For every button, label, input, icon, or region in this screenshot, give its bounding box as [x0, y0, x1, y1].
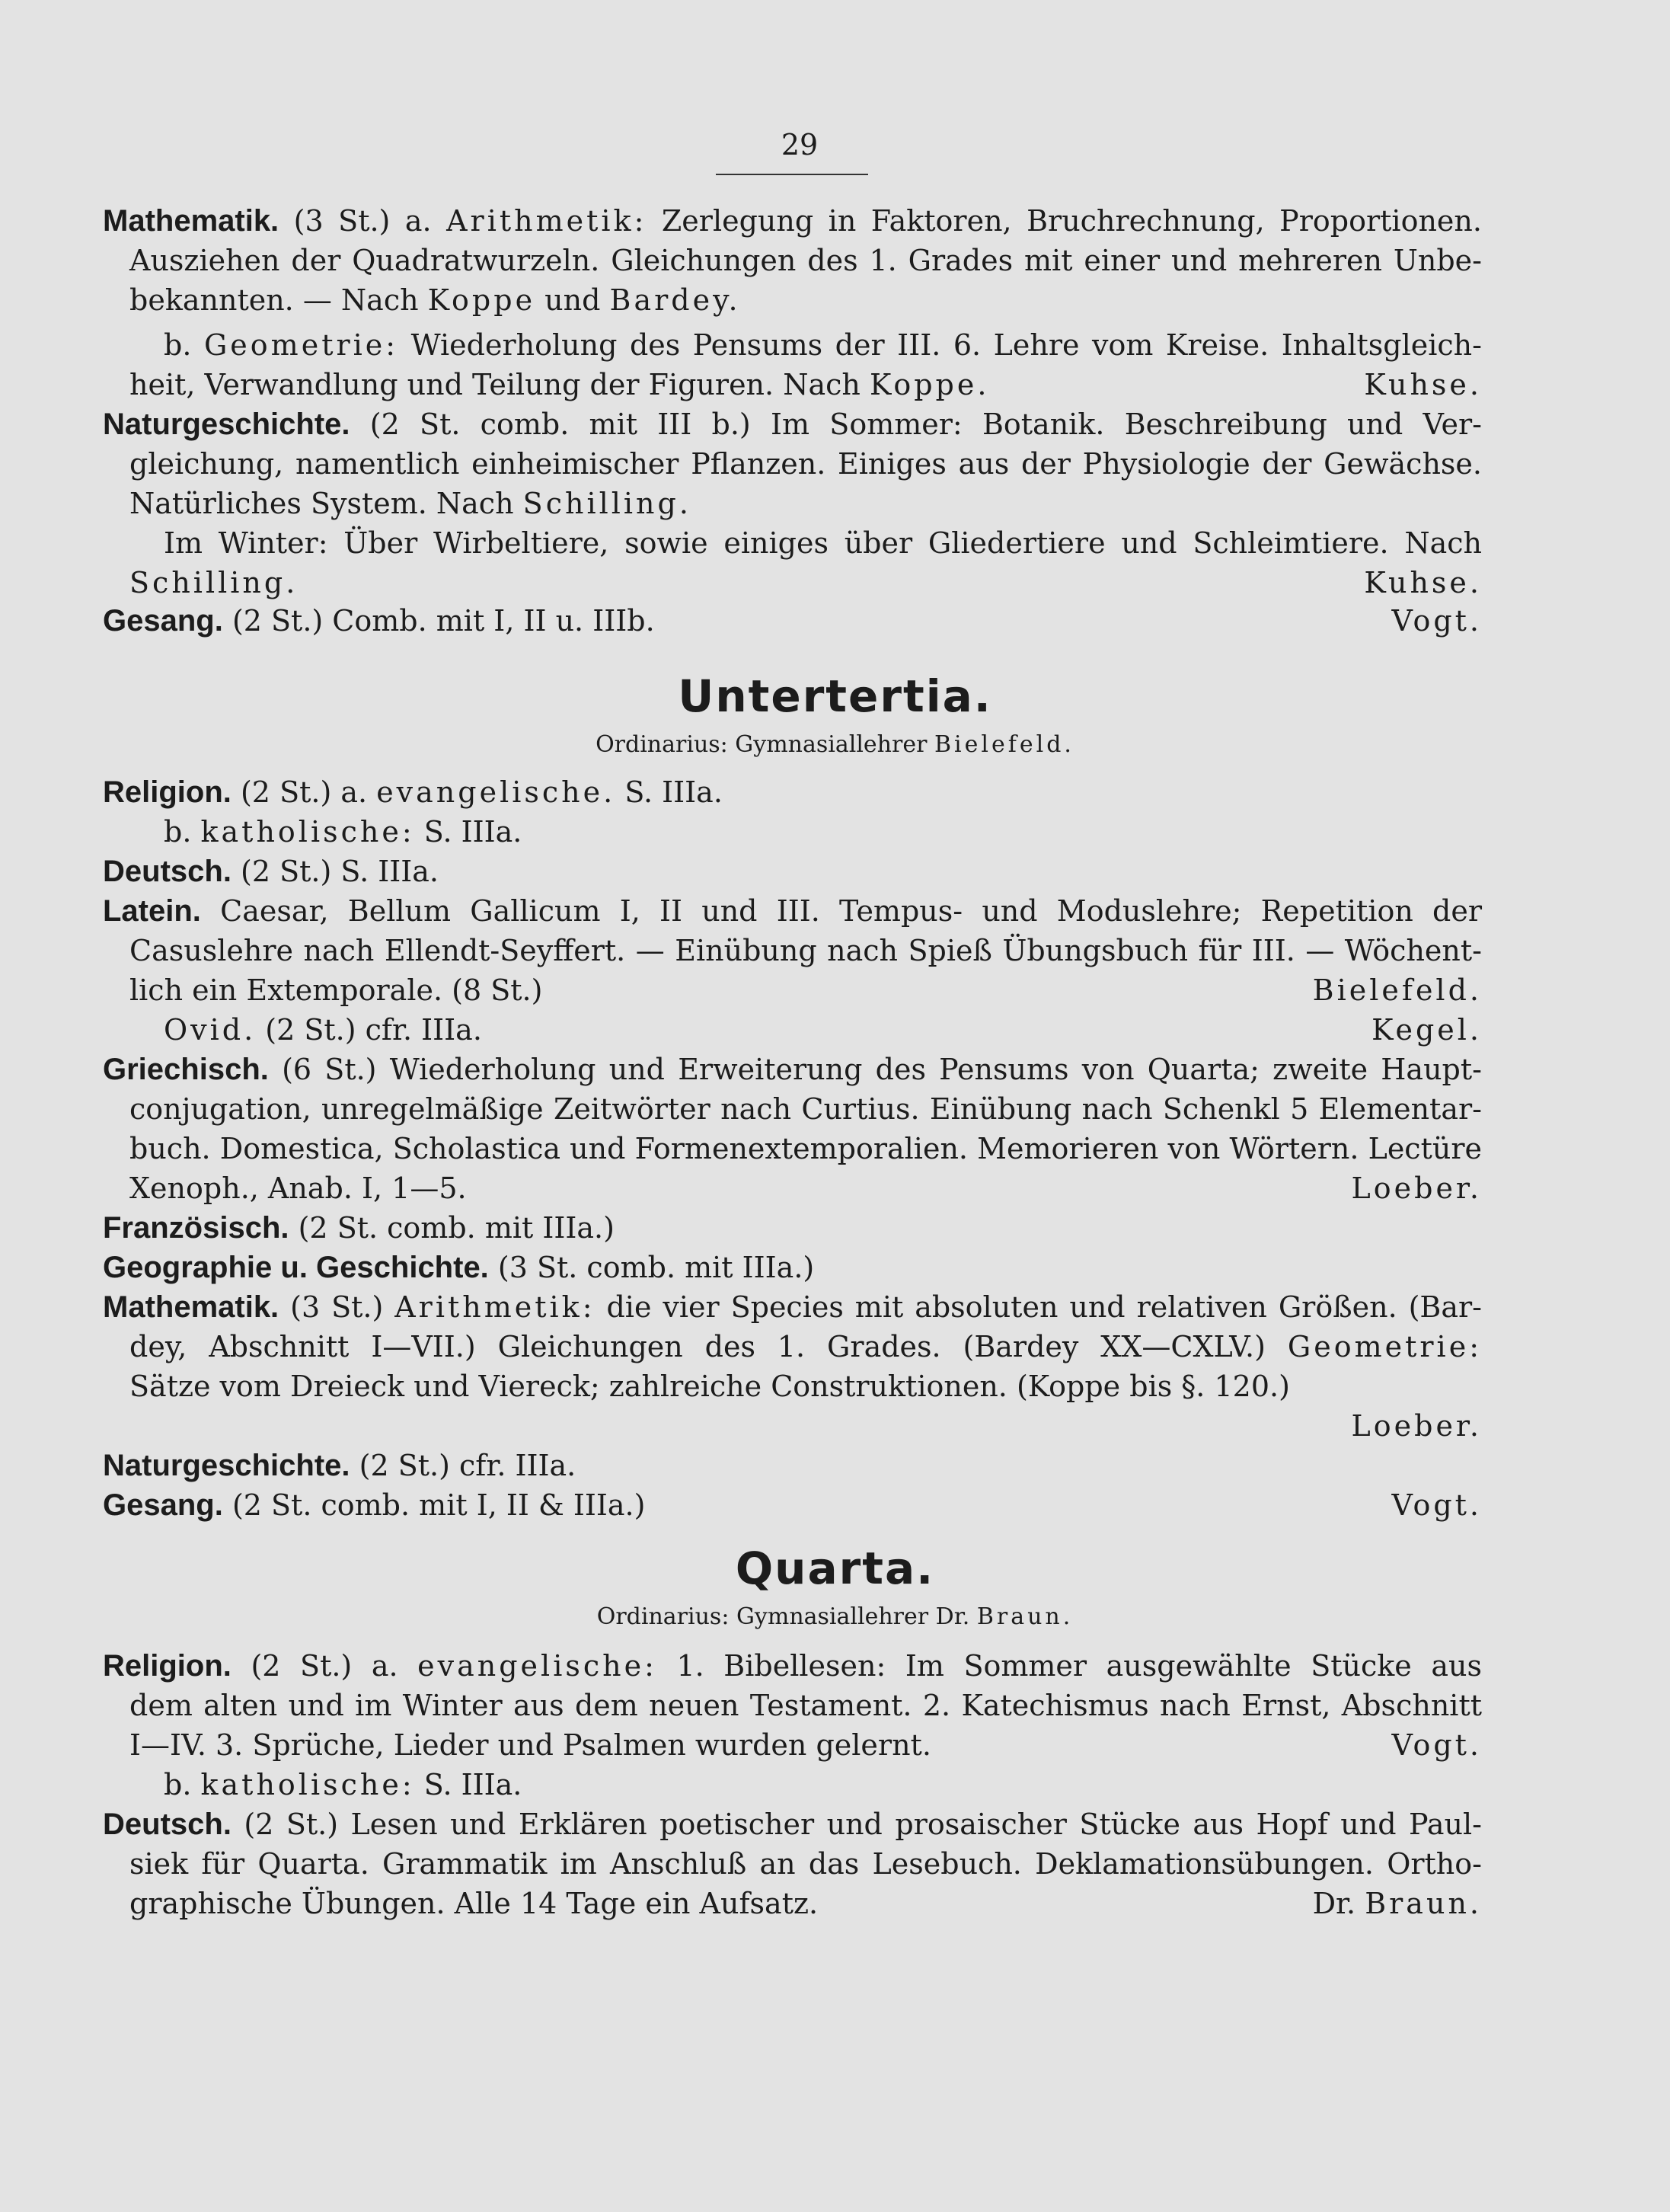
section-title-quarta: Quarta. — [735, 1542, 935, 1594]
gesang-line-1: Gesang. (2 St.) Comb. mit I, II u. IIIb. Vogt. — [103, 602, 1482, 640]
griechisch-line-1: Griechisch. (6 St.) Wiederholung und Erweiterung des Pensums von Quarta; zweite Haupt- — [103, 1053, 1482, 1086]
geographie-line: Geographie u. Geschichte. (3 St. comb. mit IIIa.) — [103, 1251, 815, 1284]
mathematik-line-1: Mathematik. (3 St.) a. Arithmetik: Zerlegung in Faktoren, Bruchrechnung, Proportionen. — [103, 204, 1482, 238]
teacher-name: Kuhse. — [1364, 368, 1482, 401]
latein-line-2: Casuslehre nach Ellendt-Seyffert. — Einübung nach Spieß Übungsbuch für III. — Wöchent- — [129, 934, 1482, 967]
ordinarius-line: Ordinarius: Gymnasiallehrer Dr. Braun. — [596, 1603, 1074, 1630]
deutsch-q-line-3: graphische Übungen. Alle 14 Tage ein Aufsatz. Dr. Braun. — [129, 1884, 1482, 1923]
teacher-name: Bielefeld. — [1312, 973, 1482, 1007]
franzoesisch-line: Französisch. (2 St. comb. mit IIIa.) — [103, 1211, 615, 1245]
naturgeschichte-line-1: Naturgeschichte. (2 St. comb. mit III b.) Im Sommer: Botanik. Beschreibung und Ver- — [103, 408, 1482, 441]
subject-heading: Naturgeschichte. — [103, 408, 350, 441]
teacher-name: Vogt. — [1391, 1488, 1482, 1522]
teacher-name: Vogt. — [1391, 1728, 1482, 1762]
teacher-name: Dr. Braun. — [1312, 1887, 1482, 1920]
griechisch-line-2: conjugation, unregelmäßige Zeitwörter nach Curtius. Einübung nach Schenkl 5 Elementar- — [129, 1092, 1482, 1126]
geometrie-line-1: b. Geometrie: Wiederholung des Pensums der III. 6. Lehre vom Kreise. Inhaltsgleich- — [164, 328, 1482, 362]
naturgeschichte-line-4: Im Winter: Über Wirbeltiere, sowie einiges über Gliedertiere und Schleimtiere. Nach — [164, 526, 1482, 560]
subject-heading: Deutsch. — [103, 1808, 232, 1841]
subject-heading: Mathematik. — [103, 204, 279, 238]
teacher-name: Vogt. — [1391, 604, 1482, 638]
latein-line-3: lich ein Extemporale. (8 St.) Bielefeld. — [129, 971, 1482, 1009]
deutsch-line-1: Deutsch. (2 St.) S. IIIa. — [103, 855, 439, 888]
subject-heading: Französisch. — [103, 1211, 289, 1245]
subject-heading: Religion. — [103, 1649, 232, 1683]
teacher-name: Loeber. — [1351, 1172, 1482, 1205]
page-number-rule — [716, 174, 868, 175]
deutsch-q-line-2: siek für Quarta. Grammatik im Anschluß an das Lesebuch. Deklamationsübungen. Ortho- — [129, 1847, 1482, 1881]
naturgeschichte-ut-line: Naturgeschichte. (2 St.) cfr. IIIa. — [103, 1449, 576, 1482]
ovid-line: Ovid. (2 St.) cfr. IIIa. Kegel. — [164, 1011, 1482, 1049]
religion-q-line-2: dem alten und im Winter aus dem neuen Testament. 2. Katechismus nach Ernst, Abschnitt — [129, 1689, 1482, 1722]
mathematik-ut-line-1: Mathematik. (3 St.) Arithmetik: die vier Species mit absoluten und relativen Größen. (Bar- — [103, 1290, 1482, 1324]
religion-q-line-1: Religion. (2 St.) a. evangelische: 1. Bibellesen: Im Sommer ausgewählte Stücke aus — [103, 1649, 1482, 1683]
mathematik-ut-line-3: Sätze vom Dreieck und Viereck; zahlreiche Construktionen. (Koppe bis §. 120.) — [129, 1370, 1290, 1403]
subject-heading: Latein. — [103, 894, 201, 928]
religion-q-line-3: I—IV. 3. Sprüche, Lieder und Psalmen wurden gelernt. Vogt. — [129, 1726, 1482, 1764]
geometrie-line-2: heit, Verwandlung und Teilung der Figuren. Nach Koppe. Kuhse. — [129, 366, 1482, 404]
mathematik-ut-line-4 — [129, 1407, 1482, 1445]
subject-heading: Gesang. — [103, 1488, 223, 1522]
teacher-name: Kegel. — [1371, 1013, 1482, 1047]
subject-heading: Geographie u. Geschichte. — [103, 1251, 489, 1284]
latein-line-1: Latein. Caesar, Bellum Gallicum I, II und III. Tempus- und Moduslehre; Repetition der — [103, 894, 1482, 928]
mathematik-ut-line-2: dey, Abschnitt I—VII.) Gleichungen des 1. Grades. (Bardey XX—CXLV.) Geometrie: — [129, 1330, 1482, 1363]
section-title-untertertia: Untertertia. — [678, 670, 992, 722]
teacher-name: Loeber. — [1351, 1409, 1482, 1443]
gesang-ut-line: Gesang. (2 St. comb. mit I, II & IIIa.) Vogt. — [103, 1486, 1482, 1524]
page-number: 29 — [781, 128, 819, 161]
naturgeschichte-line-2: gleichung, namentlich einheimischer Pflanzen. Einiges aus der Physiologie der Gewächse. — [129, 447, 1482, 481]
religion-line-1: Religion. (2 St.) a. evangelische. S. IIIa. — [103, 775, 723, 809]
mathematik-line-2: Ausziehen der Quadratwurzeln. Gleichungen des 1. Grades mit einer und mehreren Unbe- — [129, 244, 1482, 277]
subject-heading: Mathematik. — [103, 1290, 279, 1324]
subject-heading: Religion. — [103, 775, 232, 809]
subject-heading: Naturgeschichte. — [103, 1449, 350, 1482]
mathematik-line-3: bekannten. — Nach Koppe und Bardey. — [129, 283, 741, 317]
subject-heading: Griechisch. — [103, 1053, 269, 1086]
deutsch-q-line-1: Deutsch. (2 St.) Lesen und Erklären poetischer und prosaischer Stücke aus Hopf und Paul- — [103, 1808, 1482, 1841]
griechisch-line-3: buch. Domestica, Scholastica und Formenextemporalien. Memorieren von Wörtern. Lectüre — [129, 1132, 1482, 1165]
subject-heading: Deutsch. — [103, 855, 232, 888]
griechisch-line-4: Xenoph., Anab. I, 1—5. Loeber. — [129, 1169, 1482, 1207]
ordinarius-line: Ordinarius: Gymnasiallehrer Bielefeld. — [596, 731, 1074, 758]
teacher-name: Kuhse. — [1364, 566, 1482, 599]
subject-heading: Gesang. — [103, 604, 223, 638]
religion-line-2: b. katholische: S. IIIa. — [164, 815, 522, 849]
naturgeschichte-line-5: Schilling. Kuhse. — [129, 564, 1482, 602]
naturgeschichte-line-3: Natürliches System. Nach Schilling. — [129, 487, 691, 520]
religion-q-line-4: b. katholische: S. IIIa. — [164, 1768, 522, 1801]
